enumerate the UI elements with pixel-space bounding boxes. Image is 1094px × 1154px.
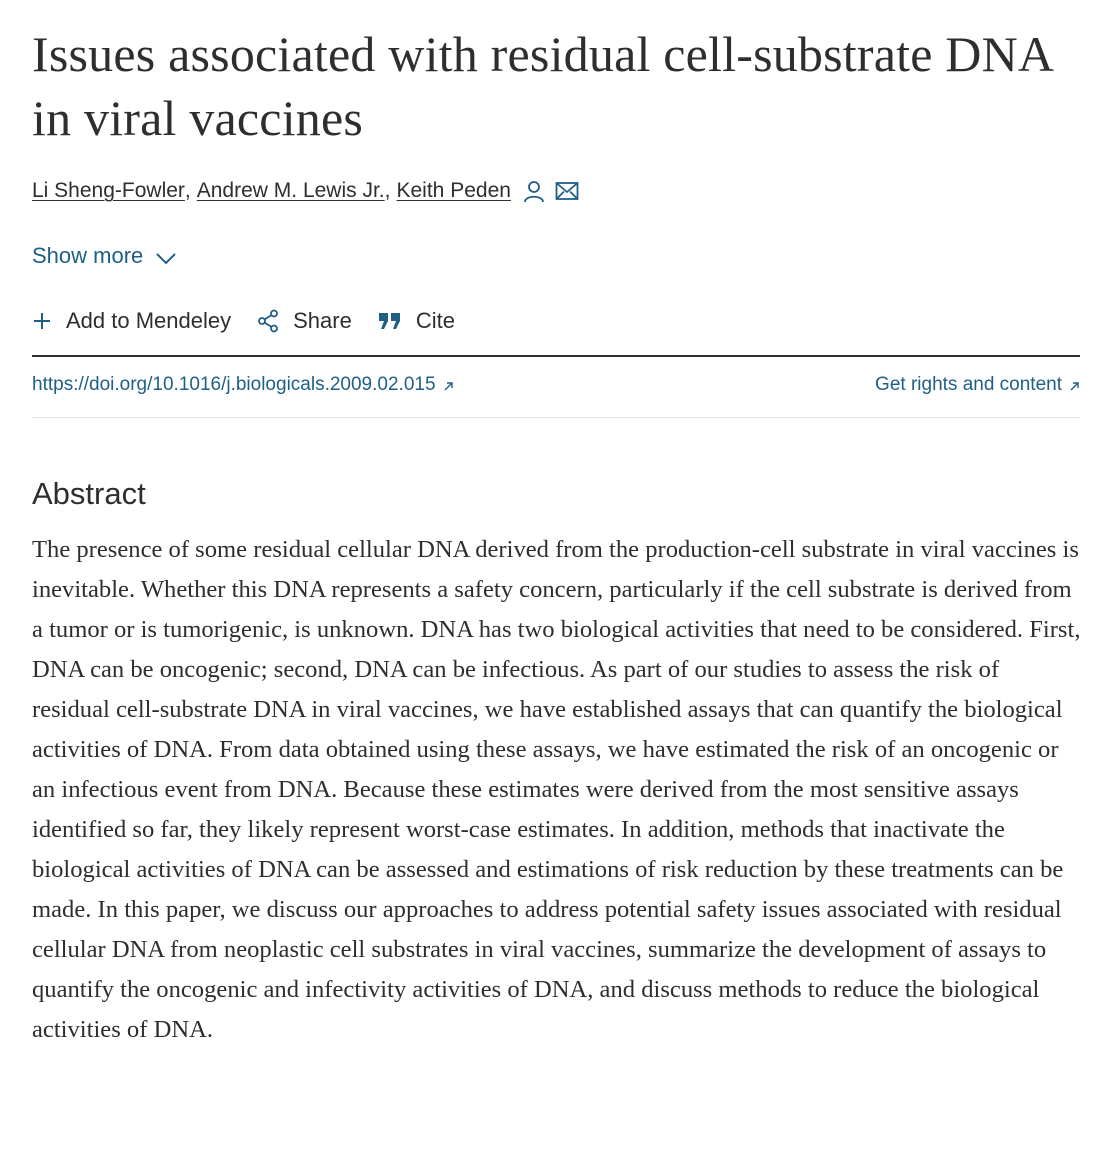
author-link-sheng-fowler[interactable]: Li Sheng-Fowler: [32, 179, 185, 202]
section-divider: [32, 417, 1080, 418]
share-button[interactable]: [257, 304, 352, 338]
author-separator: ,: [384, 179, 391, 202]
share-label: Share: [293, 308, 352, 333]
share-icon: [257, 309, 279, 333]
abstract-heading: Abstract: [32, 476, 146, 511]
article-title: Issues associated with residual cell-substrate DNA in viral vaccines: [32, 26, 1052, 146]
chevron-down-icon: [155, 252, 177, 266]
envelope-icon[interactable]: [555, 181, 579, 201]
doi-text: https://doi.org/10.1016/j.biologicals.2009.02.015: [32, 374, 436, 395]
plus-icon: [32, 311, 52, 331]
doi-row: [32, 370, 1080, 400]
cite-label: Cite: [415, 308, 455, 333]
show-more-toggle[interactable]: [32, 239, 177, 273]
abstract-text: The presence of some residual cellular DNA derived from the production-cell substrate in viral vaccines is inevitable. Whether this DNA represents a safety concern, particularly if the cell substrate is derived from a tumor or is tumorigenic, is unknown. DNA has two biological activities that need to be considered. First, DNA can be oncogenic; second, DNA can be infectious. As part of our studies to assess the risk of residual cell-substrate DNA in viral vaccines, we have established assays that can quantify the biological activities of DNA. From data obtained using these assays, we have estimated the risk of an oncogenic or an infectious event from DNA. Because these estimates were derived from the most sensitive assays identified so far, they likely represent worst-case estimates. In addition, methods that inactivate the biological activities of DNA can be assessed and estimations of risk reduction by these treatments can be made. In this paper, we discuss our approaches to address potential safety issues associated with residual cellular DNA from neoplastic cell substrates in viral vaccines, summarize the development of assays to quantify the oncogenic and infectivity activities of DNA, and discuss methods to reduce the biological activities of DNA.: [32, 536, 1081, 1043]
show-more-label: Show more: [32, 243, 144, 268]
external-link-icon: [1069, 381, 1080, 392]
rights-text: Get rights and content: [875, 374, 1062, 395]
add-to-mendeley-button[interactable]: [32, 304, 231, 338]
add-to-mendeley-label: Add to Mendeley: [66, 308, 232, 333]
quote-icon: [378, 311, 402, 331]
author-link-peden[interactable]: Keith Peden: [396, 179, 511, 202]
cite-button[interactable]: [378, 304, 455, 338]
header-divider: [32, 355, 1080, 357]
author-list: [32, 174, 579, 208]
get-rights-link[interactable]: [875, 370, 1080, 400]
person-icon[interactable]: [523, 179, 545, 203]
doi-link[interactable]: [32, 370, 454, 400]
article-toolbar: [32, 304, 481, 338]
author-separator: ,: [184, 179, 191, 202]
external-link-icon: [443, 381, 454, 392]
author-link-lewis[interactable]: Andrew M. Lewis Jr.: [196, 179, 385, 202]
